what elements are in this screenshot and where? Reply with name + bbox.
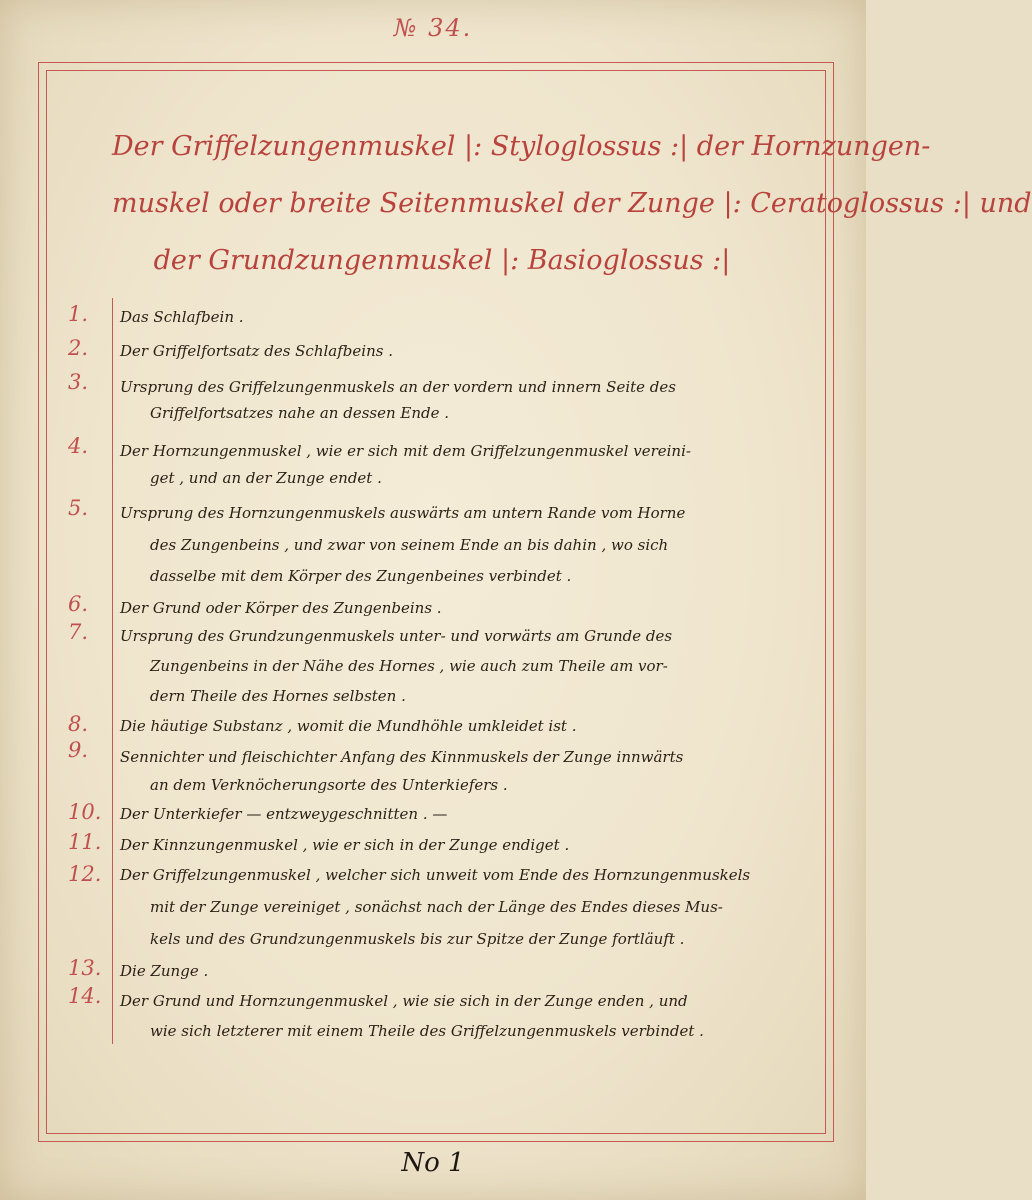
entry-text: Die Zunge .: [120, 962, 209, 980]
entry-text: get , und an der Zunge endet .: [150, 469, 382, 487]
title-line: muskel oder breite Seitenmuskel der Zunge |: Ceratoglossus :| und: [112, 188, 1032, 219]
entry-text: Griffelfortsatzes nahe an dessen Ende .: [150, 404, 450, 422]
sheet-number: № 34.: [393, 14, 473, 42]
entry-text: mit der Zunge vereiniget , sonächst nach der Länge des Endes dieses Mus-: [150, 898, 723, 916]
entry-number: 12.: [68, 862, 102, 886]
entry-number: 10.: [68, 800, 102, 824]
entry-text: Die häutige Substanz , womit die Mundhöhle umkleidet ist .: [120, 717, 577, 735]
entry-text: Der Hornzungenmuskel , wie er sich mit dem Griffelzungenmuskel vereini-: [120, 442, 691, 460]
entry-text: Das Schlafbein .: [120, 308, 244, 326]
entry-number: 2.: [68, 336, 89, 360]
title-line: der Grundzungenmuskel |: Basioglossus :|: [153, 245, 731, 276]
entry-number: 1.: [68, 302, 89, 326]
entry-text: Der Griffelzungenmuskel , welcher sich unweit vom Ende des Hornzungenmuskels: [120, 866, 751, 884]
entry-number: 8.: [68, 712, 89, 736]
entry-text: dasselbe mit dem Körper des Zungenbeines verbindet .: [150, 567, 572, 585]
title-line: Der Griffelzungenmuskel |: Styloglossus :| der Hornzungen-: [112, 131, 931, 162]
entry-number: 7.: [68, 620, 89, 644]
entry-text: Ursprung des Griffelzungenmuskels an der vordern und innern Seite des: [120, 378, 676, 396]
entry-text: wie sich letzterer mit einem Theile des Griffelzungenmuskels verbindet .: [150, 1022, 704, 1040]
entry-number: 3.: [68, 370, 89, 394]
entry-text: Der Unterkiefer — entzweygeschnitten . —: [120, 805, 448, 823]
entry-number: 6.: [68, 592, 89, 616]
entry-number: 5.: [68, 496, 89, 520]
entry-number: 13.: [68, 956, 102, 980]
entry-text: dern Theile des Hornes selbsten .: [150, 687, 406, 705]
entry-number: 4.: [68, 434, 89, 458]
entry-text: Ursprung des Hornzungenmuskels auswärts am untern Rande vom Horne: [120, 504, 686, 522]
entry-text: des Zungenbeins , und zwar von seinem Ende an bis dahin , wo sich: [150, 536, 669, 554]
entry-number: 14.: [68, 984, 102, 1008]
entry-text: Der Grund oder Körper des Zungenbeins .: [120, 599, 442, 617]
entry-number: 9.: [68, 738, 89, 762]
entry-text: Zungenbeins in der Nähe des Hornes , wie auch zum Theile am vor-: [150, 657, 668, 675]
entry-text: Der Kinnzungenmuskel , wie er sich in der Zunge endiget .: [120, 836, 570, 854]
entry-text: Der Griffelfortsatz des Schlafbeins .: [120, 342, 393, 360]
entry-text: Ursprung des Grundzungenmuskels unter- und vorwärts am Grunde des: [120, 627, 673, 645]
entry-text: Der Grund und Hornzungenmuskel , wie sie sich in der Zunge enden , und: [120, 992, 688, 1010]
catalog-mark: No 1: [401, 1148, 465, 1178]
entry-text: kels und des Grundzungenmuskels bis zur Spitze der Zunge fortläuft .: [150, 930, 685, 948]
entry-text: Sennichter und fleischichter Anfang des Kinnmuskels der Zunge innwärts: [120, 748, 684, 766]
entry-number: 11.: [68, 830, 102, 854]
entry-text: an dem Verknöcherungsorte des Unterkiefers .: [150, 776, 508, 794]
